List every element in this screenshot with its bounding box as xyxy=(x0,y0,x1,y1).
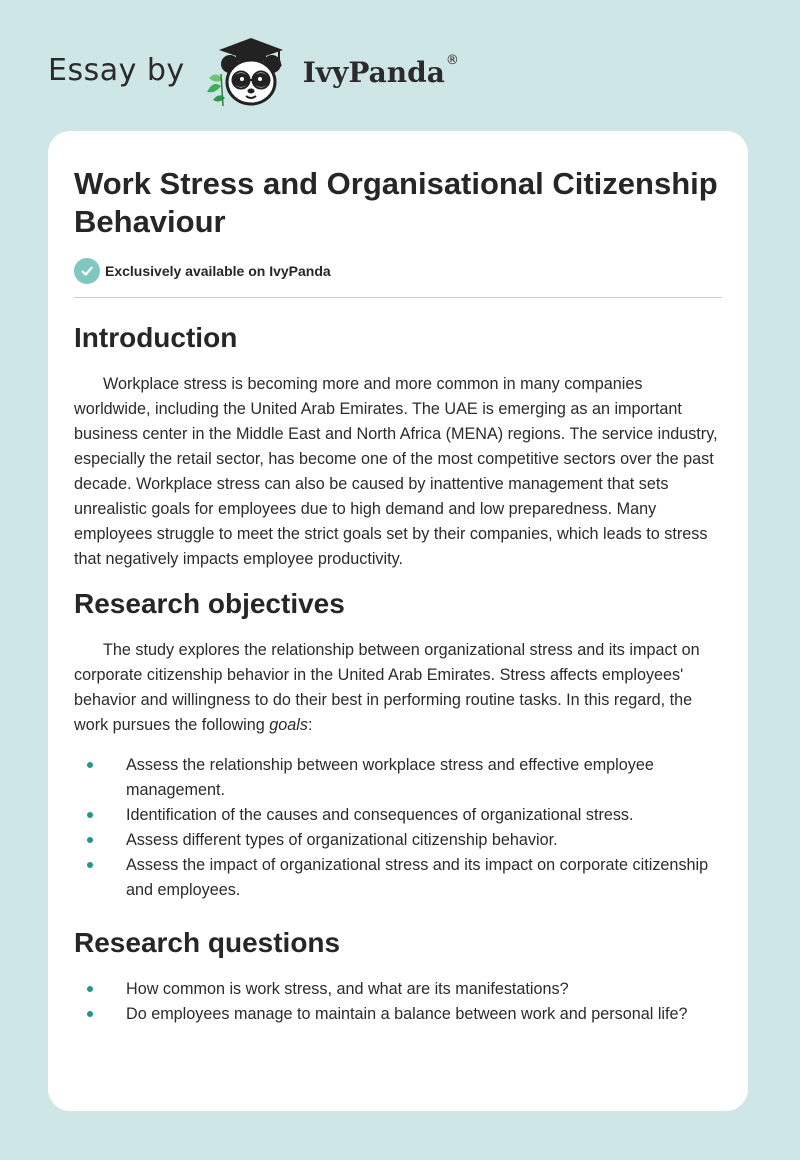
list-item-text: Assess different types of organizational citizenship behavior. xyxy=(126,831,558,849)
list-item xyxy=(74,1002,722,1027)
list-item xyxy=(74,853,722,903)
essay-card xyxy=(48,131,748,1111)
paragraph-tail: : xyxy=(307,716,313,734)
objectives-list xyxy=(74,753,722,903)
section-heading: Introduction xyxy=(74,322,238,353)
brand-header xyxy=(48,34,459,114)
check-icon xyxy=(74,258,100,284)
bullet-icon xyxy=(87,837,93,843)
section-paragraph: Workplace stress is becoming more and more common in many companies worldwide, including the United Arab Emirates. The UAE is emerging as an important business center in the Middle East and North Africa (MENA) regions. The service industry, especially the retail sector, has become one of the most competitive sectors over the past decade. Workplace stress can also be caused by inattentive management that sets unrealistic goals for employees due to high demand and low preparedness. Many employees struggle to meet the strict goals set by their companies, which leads to stress that negatively impacts employee productivity. xyxy=(74,375,718,568)
brand-prefix: Essay by xyxy=(48,52,185,88)
section-research-objectives xyxy=(74,587,722,903)
list-item-text: How common is work stress, and what are its manifestations? xyxy=(126,980,569,998)
bullet-icon xyxy=(87,862,93,868)
panda-logo-icon[interactable] xyxy=(199,34,299,114)
paragraph-lead: The study explores the relationship between organizational stress and its impact on corporate citizenship behavior in the United Arab Emirates. Stress affects employees' behavior and willingness to do their best in performing routine tasks. In this regard, the work pursues the following xyxy=(74,641,700,734)
bullet-icon xyxy=(87,1011,93,1017)
list-item-text: Assess the relationship between workplace stress and effective employee management. xyxy=(126,756,654,799)
section-research-questions xyxy=(74,926,722,1027)
list-item xyxy=(74,977,722,1002)
list-item-text: Assess the impact of organizational stress and its impact on corporate citizenship and employees. xyxy=(126,856,709,899)
exclusive-label: Exclusively available on IvyPanda xyxy=(105,263,331,279)
section-heading: Research questions xyxy=(74,927,341,958)
list-item xyxy=(74,828,722,853)
exclusive-badge xyxy=(74,258,722,284)
list-item-text: Do employees manage to maintain a balance between work and personal life? xyxy=(126,1005,688,1023)
bullet-icon xyxy=(87,812,93,818)
questions-list xyxy=(74,977,722,1027)
list-item xyxy=(74,753,722,803)
section-paragraph xyxy=(74,638,722,738)
list-item-text: Identification of the causes and consequences of organizational stress. xyxy=(126,806,634,824)
title-divider xyxy=(74,297,722,298)
list-item xyxy=(74,803,722,828)
paragraph-emphasis: goals xyxy=(269,716,308,734)
registered-mark: ® xyxy=(445,52,459,68)
section-introduction xyxy=(74,321,722,572)
brand-name: IvyPanda xyxy=(302,55,445,89)
essay-title: Work Stress and Organisational Citizenship Behaviour xyxy=(74,166,718,239)
bullet-icon xyxy=(87,762,93,768)
section-heading: Research objectives xyxy=(74,588,345,619)
bullet-icon xyxy=(87,986,93,992)
